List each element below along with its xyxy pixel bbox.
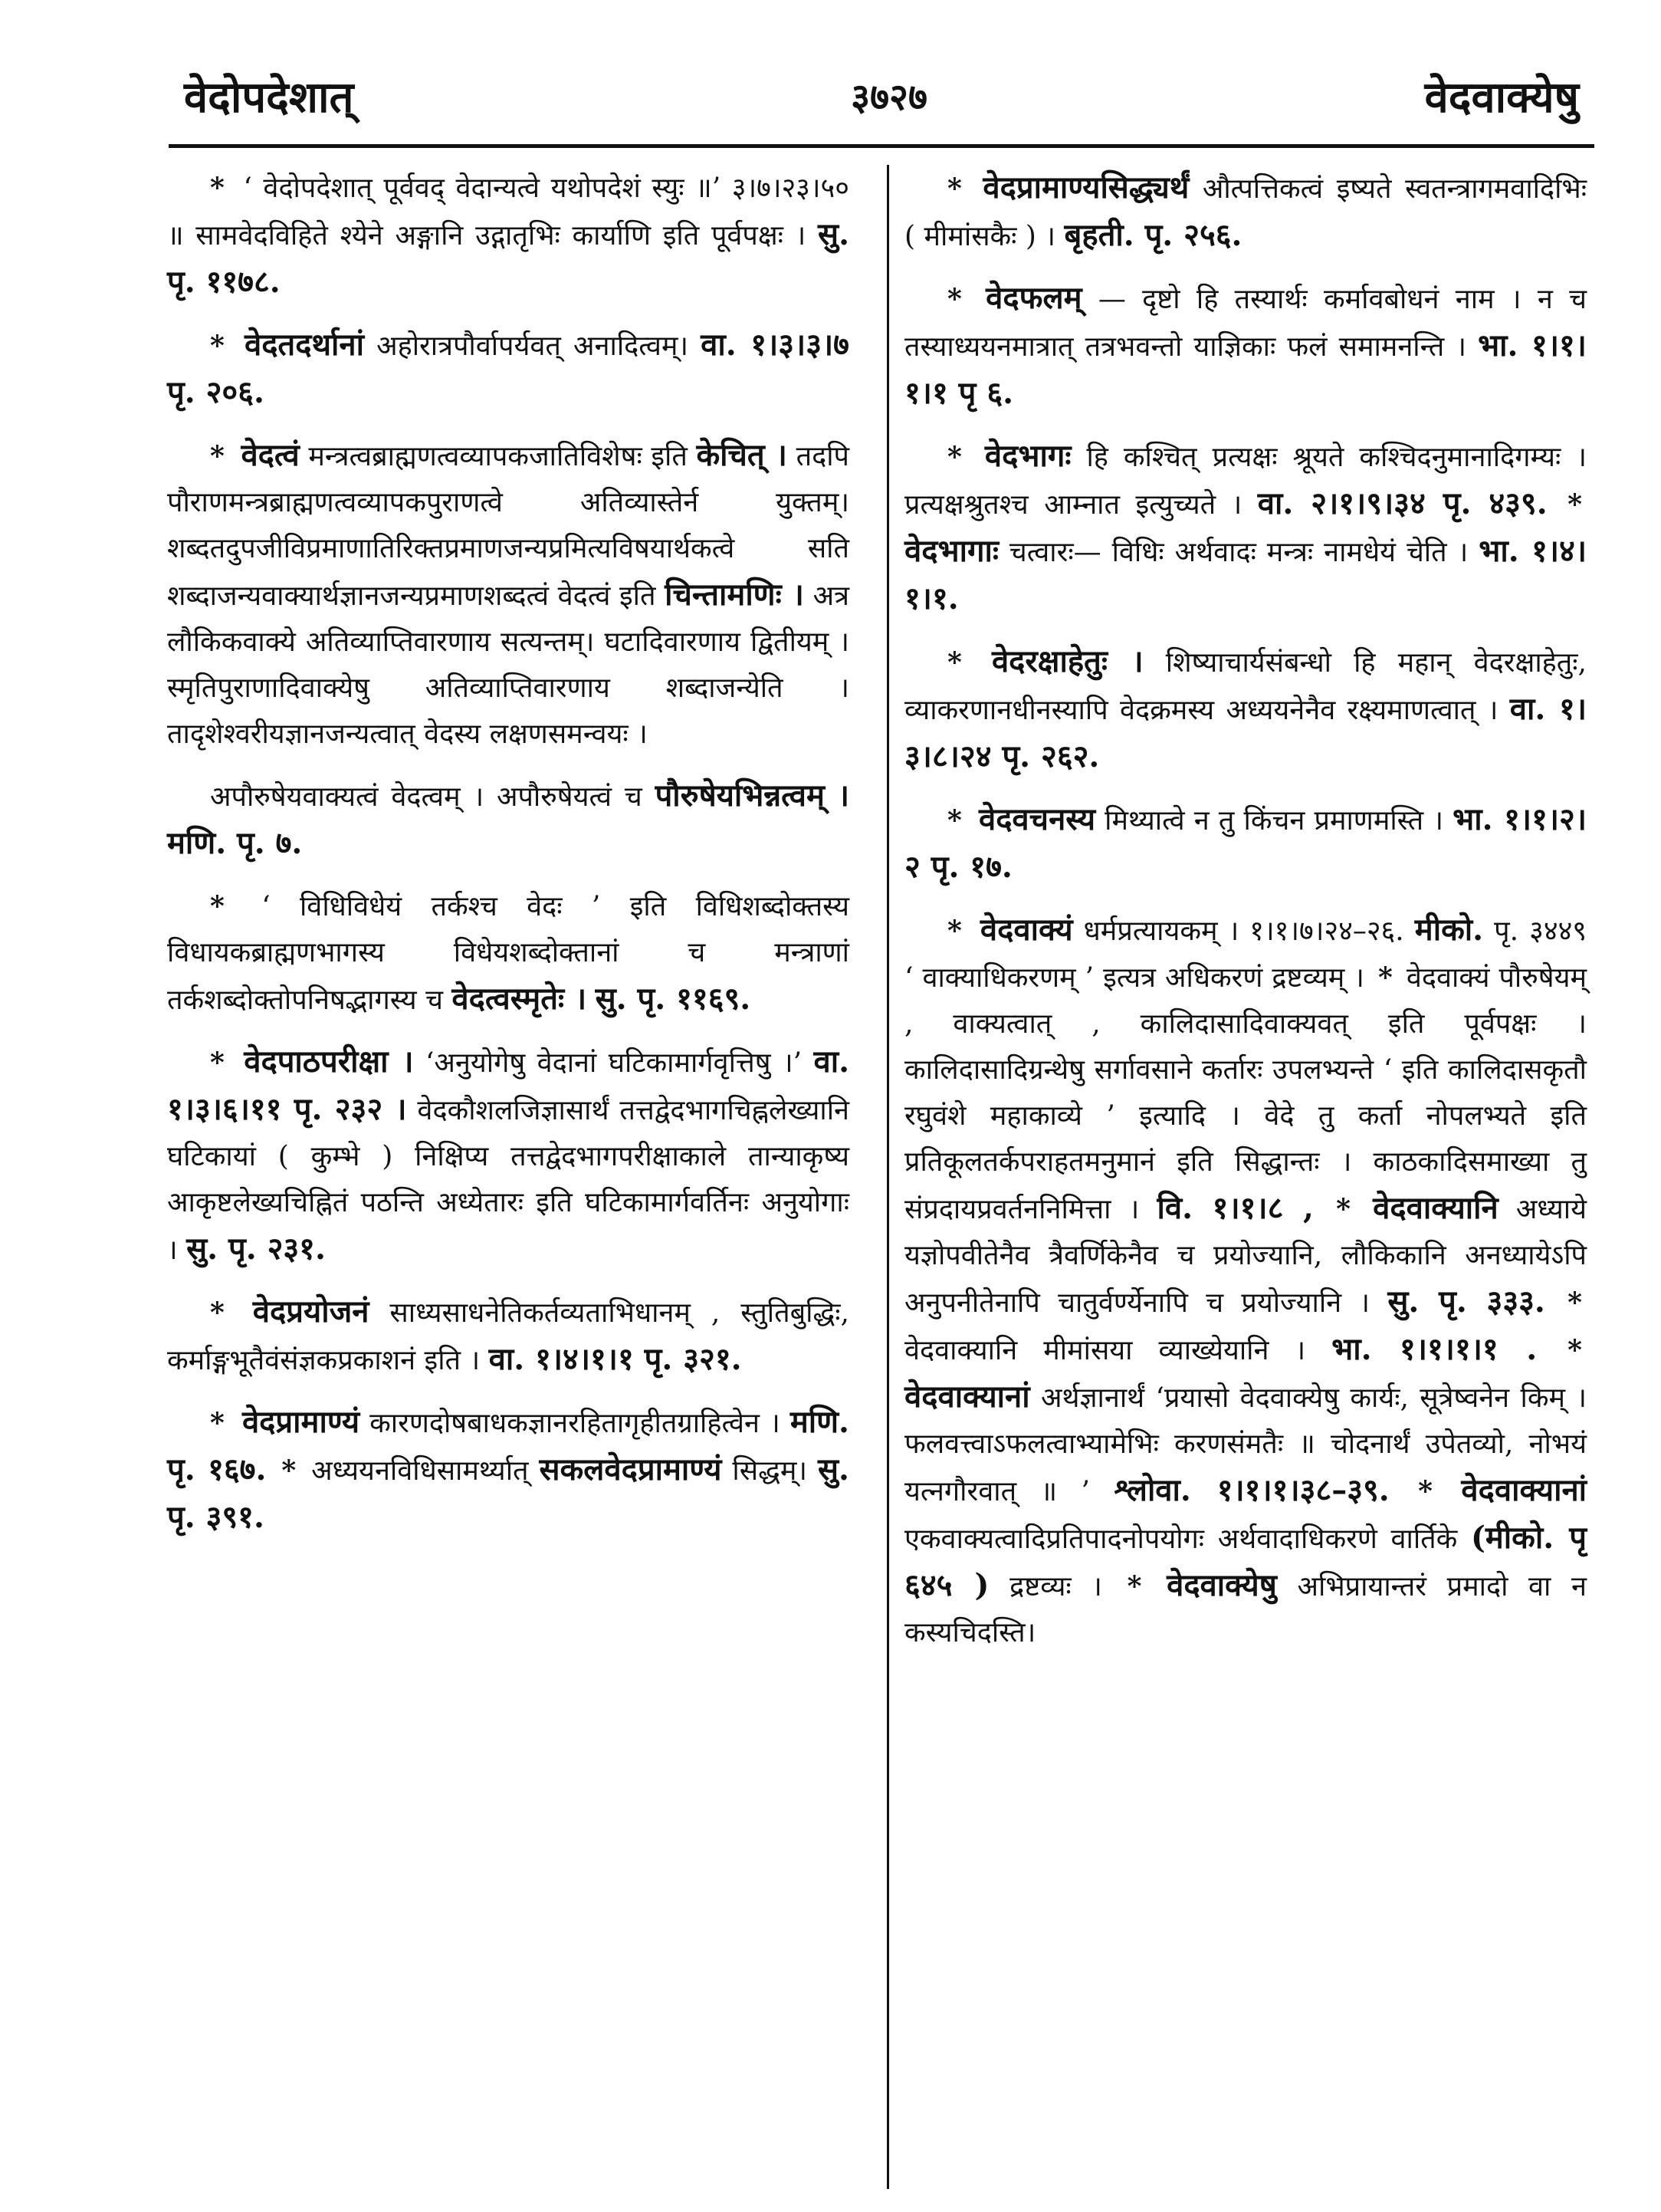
entry-text: तदपि पौराणमन्त्रब्राह्मणत्वव्यापकपुराणत्वे अतिव्यास्तेर्न युक्तम्। शब्दतदुपजीविप्रमाणातिरिक्तप्रमाणजन्यप्रमित्यविषयार्थकत्वे सति शब्दाजन्यवाक्यार्थज्ञानजन्यप्रमाणशब्दत्वं वेदत्वं इति (167, 441, 850, 612)
entry-star-icon: * (210, 172, 225, 204)
entry-text: साध्यसाधनेतिकर्तव्यताभिधानम् , स्तुतिबुद्धिः, कर्माङ्गभूतैवंसंज्ञकप्रकाशनं इति । (167, 1297, 849, 1376)
entry-reference: (मीको. पृ ६४५ ) (904, 1520, 1587, 1603)
entry-star-icon: * (210, 440, 225, 472)
entry-headword: वेदवचनस्य (978, 801, 1096, 837)
entry-reference: । मणि. पृ. ७. (167, 777, 849, 861)
header-left-guideword: वेदोपदेशात् (184, 72, 354, 123)
entry-vedapramanyam (167, 1399, 849, 1542)
entry-headword: वेदप्रयोजनं (252, 1293, 369, 1330)
entry-text: अहोरात्रपौर्वापर्यवत् अनादित्वम्। (376, 330, 689, 362)
entry-headword: वेदवाक्यानि (1373, 1190, 1499, 1226)
entry-reference: भा. १।१।१।१ . (1331, 1331, 1538, 1367)
entry-star-icon: * (947, 441, 962, 473)
entry-reference: सु. पृ. २३१. (186, 1231, 326, 1267)
entry-vedarakshahetu (904, 639, 1587, 781)
entry-star-icon: * (947, 283, 962, 315)
entry-vedapathapariksha (167, 1039, 849, 1274)
entry-vedabhaga (904, 433, 1587, 623)
entry-headword: वेदवाक्यं (980, 912, 1073, 948)
entry-text: ‘अनुयोगेषु वेदानां घटिकामार्गवृत्तिषु ।’ (425, 1047, 803, 1079)
entry-reference: वा. १।४।१।१ पृ. ३२१. (488, 1341, 742, 1377)
entry-text: पृ. ३४४९ ‘ वाक्याधिकरणम् ’ इत्यत्र अधिकरणं द्रष्टव्यम् । (904, 915, 1587, 994)
entry-text: मन्त्रत्वब्राह्मणत्वव्यापकजातिविशेषः इति (308, 441, 688, 472)
entry-headword: वेदभागाः (904, 533, 999, 569)
entry-text: मिथ्यात्वे न तु किंचन प्रमाणमस्ति । (1105, 805, 1443, 836)
entry-text: चत्वारः— विधिः अर्थवादः मन्त्रः नामधेयं चेति । (1009, 537, 1469, 568)
entry-reference: वा. १।३।६।११ पृ. २३२ । (167, 1044, 850, 1127)
entry-vedatadarthanam (167, 322, 849, 417)
entry-source: केचित् । (696, 437, 787, 473)
entry-reference: श्लोवा. १।१।१।३८–३९. (1114, 1472, 1390, 1508)
entry-text: धर्मप्रत्यायकम् । १।१।७।२४–२६. (1083, 915, 1404, 947)
entry-emphasis: वेदत्वस्मृतेः । (451, 981, 587, 1017)
entry-reference: मणि. पृ. १६७. (167, 1404, 849, 1487)
entry-star-icon: * (210, 1047, 225, 1079)
entry-headword: वेदत्वं (241, 437, 300, 473)
left-column (167, 165, 849, 1557)
entry-star-icon: * (210, 1407, 225, 1439)
entry-text: अर्थज्ञानार्थं ‘प्रयासो वेदवाक्येषु कार्यः, सूत्रेष्वनेन किम् । फलवत्त्वाऽफलत्वाभ्यामेभिः करणसंमतैः ॥ चोदनार्थं उपेतव्यो, नोभयं यत्नगौरवात् ॥ ’ (904, 1382, 1587, 1507)
entry-text: अभिप्रायान्तरं प्रमादो वा न कस्यचिदस्ति। (904, 1571, 1587, 1648)
entry-vedavachanasya (904, 797, 1587, 892)
page-header (184, 54, 1579, 138)
entry-text: वेदकौशलजिज्ञासार्थं तत्तद्वेदभागचिह्नलेख्यानि घटिकायां ( कुम्भे ) निक्षिप्य तत्तद्वेदभागपरीक्षाकाले तान्याकृष्य आकृष्टलेख्यचिह्नितं पठन्ति अध्येतारः इति घटिकामार्गवर्तिनः अनुयोगाः । (167, 1095, 849, 1266)
entry-reference: भा. १।१।१।१ पृ ६. (904, 327, 1587, 411)
entry-star-icon: * (1567, 1287, 1582, 1319)
entry-text: ‘ वेदोपदेशात् पूर्ववद् वेदान्यत्वे यथोपदेशं स्युः ॥’ ३।७।२३।५० ॥ सामवेदविहिते श्येने अङ्गानि उद्गातृभिः कार्याणि इति पूर्वपक्षः । (167, 173, 849, 251)
entry-text: ‘ विधिविधेयं तर्कश्च वेदः ’ इति विधिशब्दोक्तस्य विधायकब्राह्मणभागस्य विधेयशब्दोक्तानां च मन्त्राणां तर्कशब्दोक्तोपनिषद्भागस्य च (167, 891, 849, 1016)
entry-star-icon: * (281, 1454, 297, 1487)
entry-headword: वेदफलम् (986, 280, 1082, 316)
entry-text: अपौरुषेयवाक्यत्वं वेदत्वम् । अपौरुषेयत्वं च (210, 781, 642, 813)
entry-star-icon: * (947, 173, 962, 205)
entry-vedatvam (167, 432, 849, 758)
entry-text: वेदवाक्यानि मीमांसया व्याख्येयानि । (904, 1335, 1306, 1366)
entry-vedapramanyasiddhyartham (904, 165, 1587, 260)
entry-headword: वेदप्रामाण्यसिद्ध्यर्थं (983, 169, 1190, 205)
entry-star-icon: * (947, 646, 962, 679)
entry-star-icon: * (1336, 1193, 1351, 1225)
entry-emphasis: पौरुषेयभिन्नत्वम् (655, 777, 825, 813)
entry-headword: वेदप्रामाण्यं (241, 1404, 360, 1440)
entry-text: वेदवाक्यं पौरुषेयम् , वाक्यत्वात् , कालिदासादिवाक्यवत् इति पूर्वपक्षः । कालिदासादिग्रन्थेषु सर्गावसाने कर्तारः उपलभ्यन्ते ‘ इति कालिदासकृतौ रघुवंशे महाकाव्ये ’ इत्यादि । वेदे तु कर्ता नोपलभ्यते इति प्रतिकूलतर्कपराहतमनुमानं इति सिद्धान्तः । काठकादिसमाख्या तु संप्रदायप्रवर्तननिमित्ता । (904, 962, 1587, 1225)
entry-text: हि कश्चित् प्रत्यक्षः श्रूयते कश्चिदनुमानादिगम्यः । प्रत्यक्षश्रुतश्च आम्नात इत्युच्यते । (904, 442, 1587, 521)
entry-star-icon: * (210, 330, 225, 362)
entry-vedavakyam (904, 907, 1587, 1656)
page-number: ३७२७ (851, 75, 927, 119)
entry-text: द्रष्टव्यः । (1009, 1571, 1102, 1602)
entry-headword: वेदभागः (984, 438, 1072, 474)
entry-vedaprayojanam (167, 1289, 849, 1384)
entry-star-icon: * (947, 804, 962, 836)
entry-star-icon: * (1377, 961, 1393, 994)
entry-text: औत्पत्तिकत्वं इष्यते स्वतन्त्रागमवादिभिः ( मीमांसकैः ) । (904, 173, 1587, 252)
entry-reference: सु. पृ. ३३३. (1387, 1283, 1545, 1320)
entry-star-icon: * (1127, 1570, 1142, 1602)
entry-reference: सु. पृ. ११७८. (167, 216, 849, 300)
entry-text: कारणदोषबाधकज्ञानरहितागृहीतग्राहित्वेन । (369, 1408, 780, 1439)
entry-headword: वेदपाठपरीक्षा । (244, 1044, 414, 1080)
column-divider (887, 165, 889, 2189)
entry-star-icon: * (1567, 1334, 1582, 1366)
header-right-guideword: वेदवाक्येषु (1424, 72, 1579, 123)
entry-source: चिन्तामणिः । (665, 577, 804, 613)
entry-text: — दृष्टो हि तस्यार्थः कर्मावबोधनं नाम । न च तस्याध्ययनमात्रात् तत्रभवन्तो याज्ञिकाः फलं समामनन्ति । (904, 284, 1587, 363)
entry-text: सिद्धम्। (732, 1455, 808, 1487)
entry-reference: वा. २।१।९।३४ पृ. ४३९. (1257, 485, 1548, 521)
entry-headword: वेदवाक्येषु (1167, 1567, 1277, 1603)
entry-emphasis: सकलवेदप्रामाण्यं (539, 1451, 722, 1487)
entry-reference: सु. पृ. ११६९. (595, 981, 751, 1017)
entry-text: अध्याये यज्ञोपवीतेनैव त्रैवर्णिकेनैव च प्रयोज्यानि, लौकिकानि अनध्यायेऽपि अनुपनीतेनापि चातुर्वर्ण्येनापि च प्रयोज्यानि । (904, 1194, 1587, 1319)
entry-vedaphalam (904, 275, 1587, 418)
entry-text: अध्ययनविधिसामर्थ्यात् (311, 1455, 529, 1487)
entry-star-icon: * (1567, 488, 1582, 521)
entry-reference: बृहती. पृ. २५६. (1064, 217, 1242, 253)
entry-reference: वा. १।३।८।२४ पृ. २६२. (904, 691, 1587, 774)
entry-star-icon: * (210, 1297, 225, 1329)
right-column (904, 165, 1587, 1671)
entry-reference: सु. पृ. ३९१. (167, 1451, 849, 1535)
entry-star-icon: * (1418, 1475, 1433, 1507)
entry-reference: वि. १।१।८ , (1157, 1190, 1314, 1226)
entry-headword: वेदरक्षाहेतुः । (991, 643, 1144, 679)
entry-vidhividheyam (167, 883, 849, 1024)
entry-headword: वेदतदर्थानां (244, 327, 364, 363)
entry-reference: भा. १।४।१।१. (904, 533, 1587, 616)
entry-text: एकवाक्यत्वादिप्रतिपादनोपयोगः अर्थवादाधिकरणे वार्तिके (904, 1523, 1458, 1555)
entry-text: शिष्याचार्यसंबन्धो हि महान् वेदरक्षाहेतुः, व्याकरणानधीनस्यापि वेदक्रमस्य अध्ययनेनैव रक्ष्यमाणत्वात् । (904, 647, 1587, 726)
entry-headword: वेदवाक्यानां (1461, 1472, 1587, 1508)
entry-star-icon: * (210, 890, 225, 922)
entry-reference: वा. १।३।३।७ पृ. २०६. (167, 327, 849, 410)
entry-star-icon: * (947, 915, 962, 947)
entry-reference: भा. १।१।२।२ पृ. १७. (904, 801, 1587, 885)
entry-reference: मीको. (1414, 912, 1484, 948)
entry-vedopadeshat (167, 165, 849, 307)
entry-text: अत्र लौकिकवाक्ये अतिव्याप्तिवारणाय सत्यन्तम्। घटादिवारणाय द्वितीयम् । स्मृतिपुराणादिवाक्येषु अतिव्याप्तिवारणाय शब्दाजन्येति । तादृशेश्वरीयज्ञानजन्यत्वात् वेदस्य लक्षणसमन्वयः । (167, 580, 849, 750)
entry-headword: वेदवाक्यानां (904, 1379, 1030, 1415)
entry-apaurusheya (167, 773, 849, 868)
header-rule (169, 144, 1594, 148)
